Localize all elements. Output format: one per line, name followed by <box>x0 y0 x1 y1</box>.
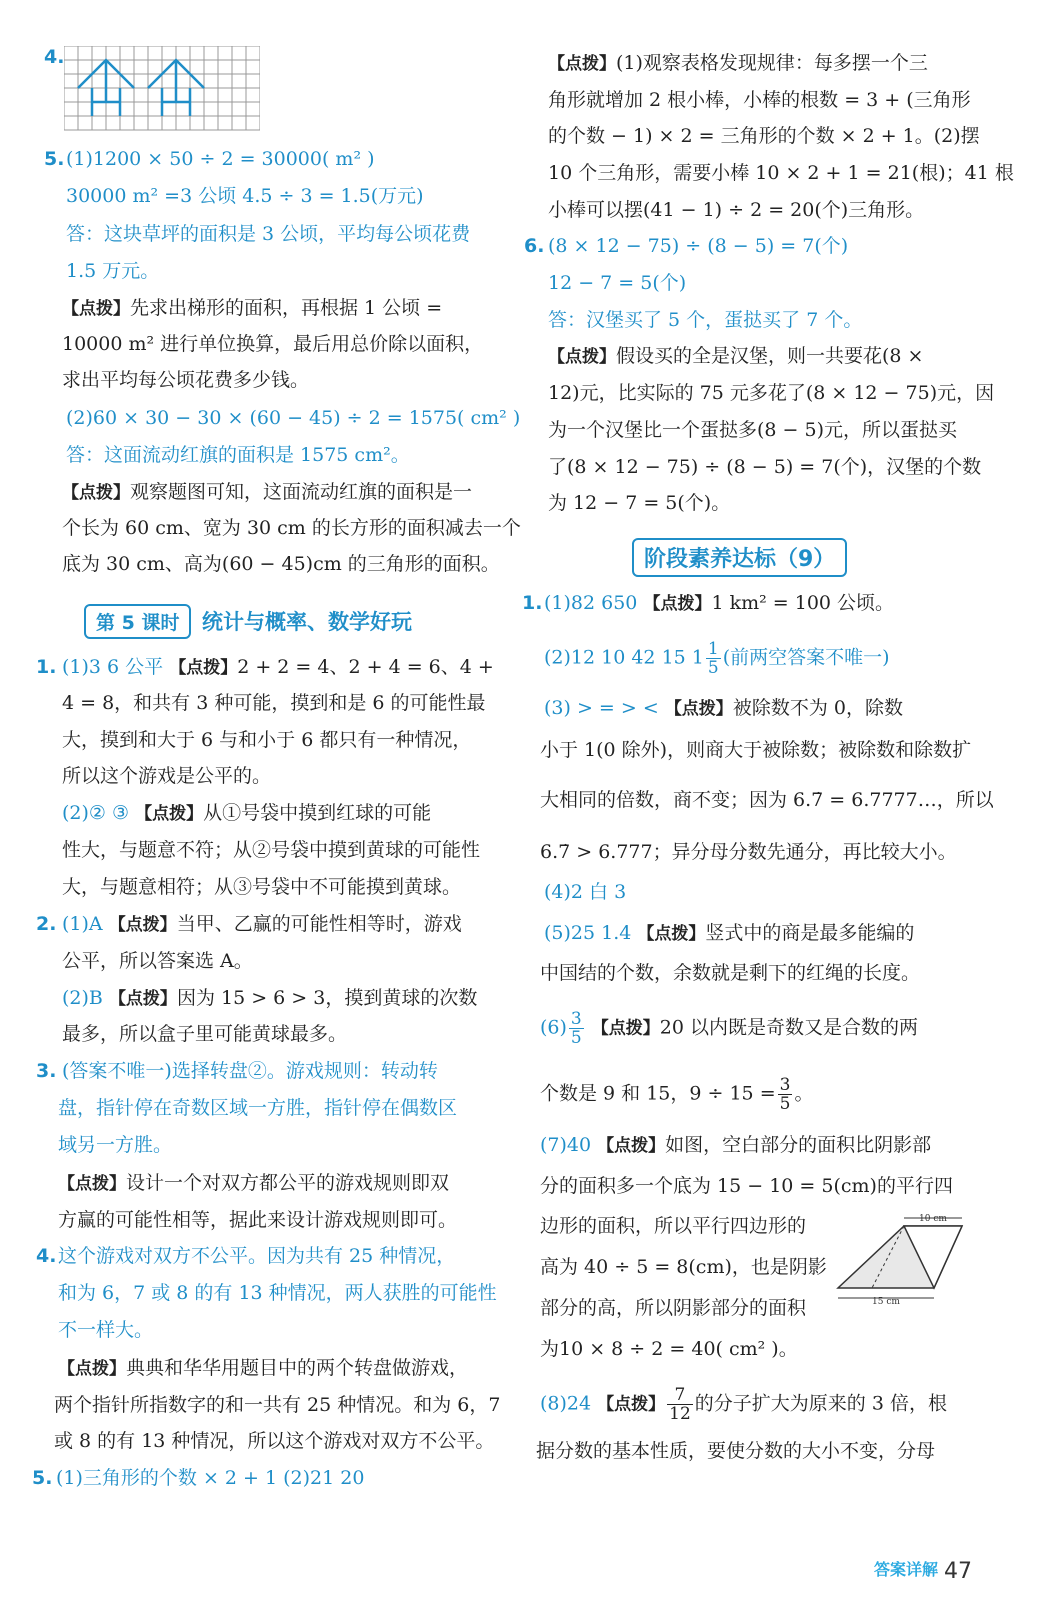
s1-number: 1. <box>522 592 543 614</box>
q5-tip-line2: 10000 m² 进行单位换算，最后用总价除以面积， <box>62 333 484 355</box>
q6-line1: (8 × 12 − 75) ÷ (8 − 5) = 7(个) <box>548 235 849 257</box>
p5-number: 5. <box>32 1467 53 1489</box>
q5-line4: 1.5 万元。 <box>66 260 160 282</box>
q5-line6: 答：这面流动红旗的面积是 1575 cm²。 <box>66 444 410 466</box>
footer-label: 答案详解 <box>873 1560 938 1579</box>
p3-number: 3. <box>36 1060 57 1082</box>
q6-line3: 答：汉堡买了 5 个，蛋挞买了 7 个。 <box>548 309 863 331</box>
s1-line19: 据分数的基本性质，要使分数的大小不变，分母 <box>536 1440 936 1462</box>
s1-line5: 大相同的倍数，商不变；因为 6.7̇ = 6.7777…，所以 <box>540 789 994 811</box>
s1-line13: 分的面积多一个底为 15 − 10 = 5(cm)的平行四 <box>540 1175 953 1197</box>
r-tip-line1: 【点拨】(1)观察表格发现规律：每多摆一个三 <box>548 52 928 74</box>
q4-number: 4. <box>44 46 65 68</box>
s1-line7: (4)2 白 3 <box>544 881 627 903</box>
q5-number: 5. <box>44 148 65 170</box>
p4-number: 4. <box>36 1245 57 1267</box>
s1-line16: 部分的高，所以阴影部分的面积 <box>540 1297 807 1319</box>
p2-line1: (1)A 【点拨】当甲、乙赢的可能性相等时，游戏 <box>62 913 462 935</box>
s1-line4: 小于 1(0 除外)，则商大于被除数；被除数和除数扩 <box>540 739 972 761</box>
p3-tip-line2: 方赢的可能性相等，据此来设计游戏规则即可。 <box>58 1209 458 1231</box>
grid-figure <box>64 46 260 132</box>
q5-line3: 答：这块草坪的面积是 3 公顷，平均每公顷花费 <box>66 223 471 245</box>
p2-line3: (2)B 【点拨】因为 15 > 6 > 3，摸到黄球的次数 <box>62 987 478 1009</box>
q5-tip2-line3: 底为 30 cm、高为(60 − 45)cm 的三角形的面积。 <box>62 553 500 575</box>
r-line3: 的个数 − 1) × 2 = 三角形的个数 × 2 + 1。(2)摆 <box>548 125 980 147</box>
q5-tip2-line2: 个长为 60 cm、宽为 30 cm 的长方形的面积减去一个 <box>62 517 521 539</box>
page-number: 47 <box>944 1559 972 1584</box>
p2-number: 2. <box>36 913 57 935</box>
parallelogram-figure <box>832 1212 972 1308</box>
p4-line3: 不一样大。 <box>58 1319 154 1341</box>
p1-number: 1. <box>36 656 57 678</box>
p1-line6: 性大，与题意不符；从②号袋中摸到黄球的可能性 <box>62 839 481 861</box>
q6-line2: 12 − 7 = 5(个) <box>548 272 687 294</box>
q6-tip-line2: 12)元，比实际的 75 元多花了(8 × 12 − 75)元，因 <box>548 382 995 404</box>
s1-line1: (1)82 650 【点拨】1 km² = 100 公顷。 <box>544 592 895 614</box>
stage-title: 阶段素养达标（9） <box>632 538 847 577</box>
p4-tip-line1: 【点拨】典典和华华用题目中的两个转盘做游戏， <box>58 1357 469 1379</box>
r-line2: 角形就增加 2 根小棒，小棒的根数 = 3 + (三角形 <box>548 89 971 111</box>
s1-line3: (3) > = > < 【点拨】被除数不为 0，除数 <box>544 697 903 719</box>
s1-line10: (6) $\frac{3}{5}$ 【点拨】20 以内既是奇数又是合数的两 <box>540 1009 919 1048</box>
p3-tip-line1: 【点拨】设计一个对双方都公平的游戏规则即双 <box>58 1172 450 1194</box>
p3-line3: 域另一方胜。 <box>58 1134 173 1156</box>
p1-line2: 4 = 8，和共有 3 种可能，摸到和是 6 的可能性最 <box>62 692 486 714</box>
s1-line14: 边形的面积，所以平行四边形的 <box>540 1215 807 1237</box>
s1-line2: (2)12 10 42 15 1 $\frac{1}{5}$ (前两空答案不唯一) <box>544 639 890 678</box>
p1-line3: 大，摸到和大于 6 与和小于 6 都只有一种情况， <box>62 729 472 751</box>
p1-line7: 大，与题意相符；从③号袋中不可能摸到黄球。 <box>62 876 462 898</box>
p4-line2: 和为 6，7 或 8 的有 13 种情况，两人获胜的可能性 <box>58 1282 497 1304</box>
q6-tip-line4: 了(8 × 12 − 75) ÷ (8 − 5) = 7(个)，汉堡的个数 <box>548 456 982 478</box>
lesson-title: 统计与概率、数学好玩 <box>202 610 412 634</box>
p2-line4: 最多，所以盒子里可能黄球最多。 <box>62 1023 348 1045</box>
p3-line2: 盘，指针停在奇数区域一方胜，指针停在偶数区 <box>58 1097 458 1119</box>
q6-tip-line1: 【点拨】假设买的全是汉堡，则一共要花(8 × <box>548 345 924 367</box>
s1-line12: (7)40 【点拨】如图，空白部分的面积比阴影部 <box>540 1134 932 1156</box>
fig-bottom-label: 15 cm <box>872 1297 900 1307</box>
r-line5: 小棒可以摆(41 − 1) ÷ 2 = 20(个)三角形。 <box>548 199 925 221</box>
s1-line11: 个数是 9 和 15，9 ÷ 15 = $\frac{3}{5}$ 。 <box>540 1075 814 1114</box>
p1-line4: 所以这个游戏是公平的。 <box>62 765 272 787</box>
q5-tip-line3: 求出平均每公顷花费多少钱。 <box>62 369 310 391</box>
q5-tip-line1: 【点拨】先求出梯形的面积，再根据 1 公顷 = <box>62 297 443 319</box>
q5-tip2-line1: 【点拨】观察题图可知，这面流动红旗的面积是一 <box>62 481 473 503</box>
p2-line2: 公平，所以答案选 A。 <box>62 950 253 972</box>
s1-line15: 高为 40 ÷ 5 = 8(cm)，也是阴影 <box>540 1256 827 1278</box>
s1-line18: (8)24 【点拨】 $\frac{7}{12}$ 的分子扩大为原来的 3 倍，根 <box>540 1385 947 1424</box>
r-line4: 10 个三角形，需要小棒 10 × 2 + 1 = 21(根)；41 根 <box>548 162 1014 184</box>
p4-tip-line2: 两个指针所指数字的和一共有 25 种情况。和为 6，7 <box>54 1394 501 1416</box>
q6-number: 6. <box>524 235 545 257</box>
lesson-badge: 第 5 课时 <box>84 604 191 639</box>
p4-line1: 这个游戏对双方不公平。因为共有 25 种情况， <box>58 1245 456 1267</box>
s1-line6: 6.7̇ > 6.777；异分母分数先通分，再比较大小。 <box>540 841 957 863</box>
q5-line2: 30000 m² =3 公顷 4.5 ÷ 3 = 1.5(万元) <box>66 185 424 207</box>
q6-tip-line5: 为 12 − 7 = 5(个)。 <box>548 492 731 514</box>
s1-line9: 中国结的个数，余数就是剩下的红绳的长度。 <box>540 962 921 984</box>
q5-line1: (1)1200 × 50 ÷ 2 = 30000( m² ) <box>66 148 375 170</box>
p1-line1: (1)3 6 公平 【点拨】2 + 2 = 4、2 + 4 = 6、4 + <box>62 656 494 678</box>
fig-top-label: 10 cm <box>919 1214 947 1224</box>
p4-tip-line3: 或 8 的有 13 种情况，所以这个游戏对双方不公平。 <box>54 1430 495 1452</box>
p1-line5: (2)② ③ 【点拨】从①号袋中摸到红球的可能 <box>62 802 432 824</box>
s1-line17: 为10 × 8 ÷ 2 = 40( cm² )。 <box>540 1338 798 1360</box>
p3-line1: (答案不唯一)选择转盘②。游戏规则：转动转 <box>62 1060 438 1082</box>
q5-line5: (2)60 × 30 − 30 × (60 − 45) ÷ 2 = 1575( cm² ) <box>66 407 521 429</box>
s1-line8: (5)25 1.4 【点拨】竖式中的商是最多能编的 <box>544 922 915 944</box>
p5-line1: (1)三角形的个数 × 2 + 1 (2)21 20 <box>56 1467 365 1489</box>
q6-tip-line3: 为一个汉堡比一个蛋挞多(8 − 5)元，所以蛋挞买 <box>548 419 958 441</box>
